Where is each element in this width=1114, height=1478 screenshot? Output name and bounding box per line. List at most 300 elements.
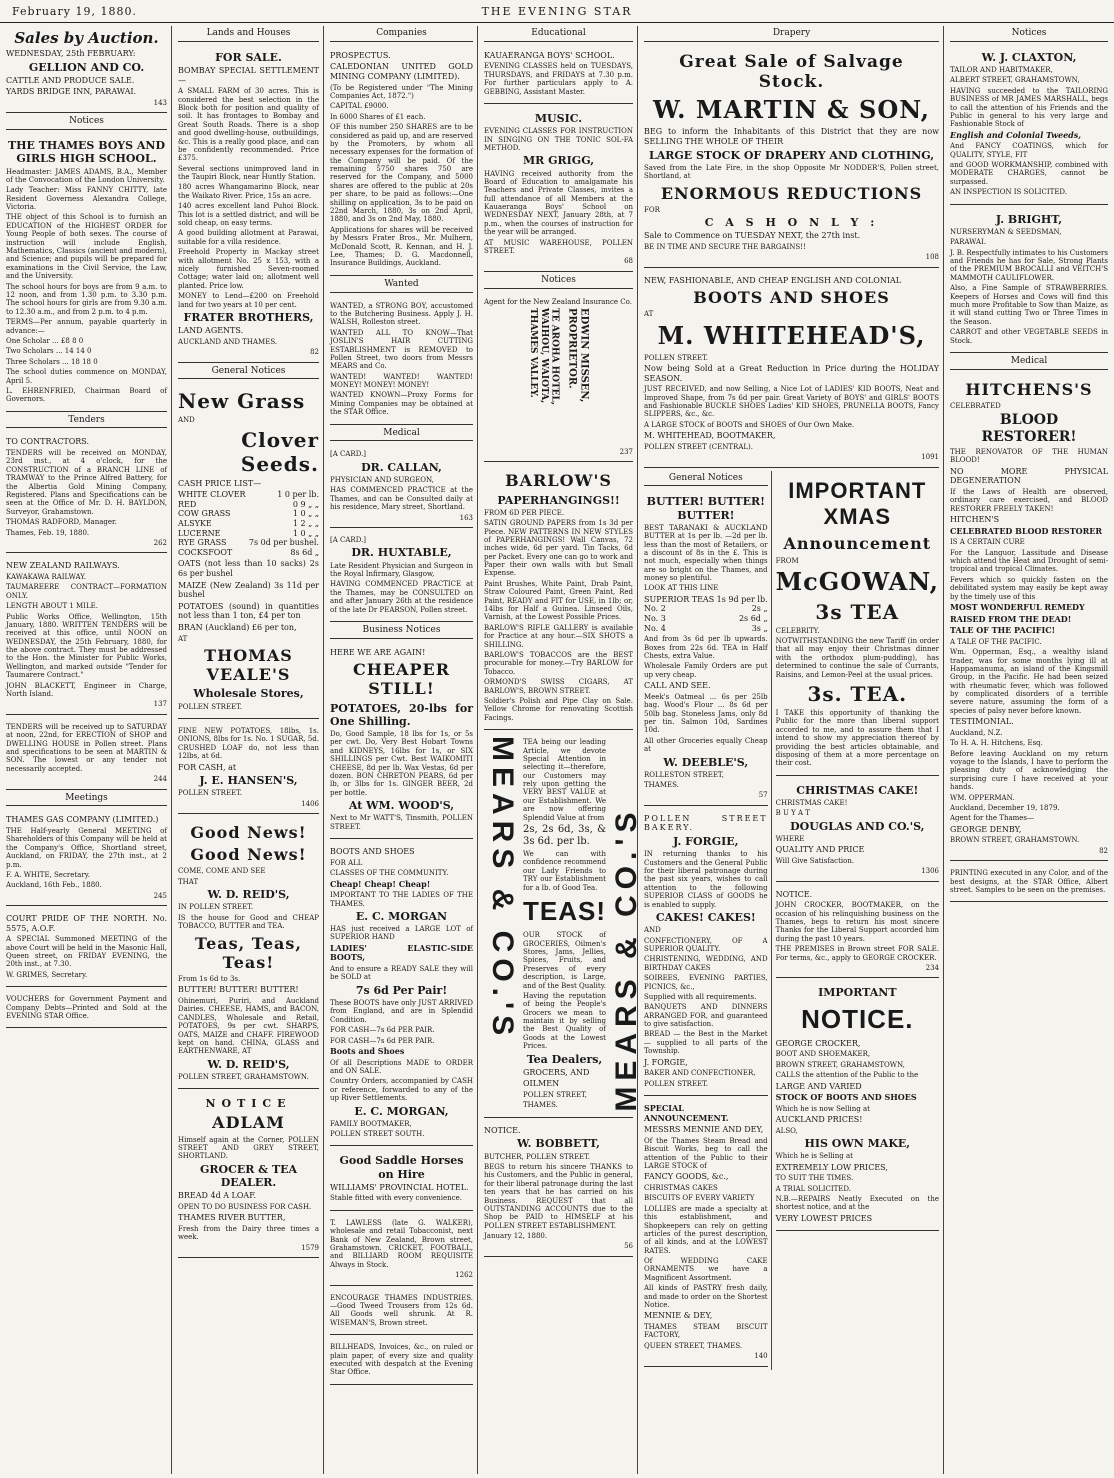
bran-price: BRAN (Auckland) £6 per ton, [178, 623, 297, 632]
deeble-ad [644, 490, 768, 806]
mennie-xmas: CHRISTMAS CAKES [644, 1183, 718, 1192]
ad-number: 82 [1099, 846, 1108, 855]
martin-stock: LARGE STOCK OF DRAPERY AND CLOTHING, [648, 148, 935, 162]
price-item-value: 2s „ [751, 604, 768, 614]
claxton-workmanship: and GOOD WORKMANSHIP, combined with MODERATE CHARGES, cannot be surpassed. [950, 161, 1108, 186]
land-allotment: A good building allotment at Parawai, suitable for a villa residence. [178, 229, 319, 246]
section-header: Drapery [644, 28, 939, 42]
crocker-low: EXTREMELY LOW PRICES, [775, 1162, 888, 1172]
forgie-body: IN returning thanks to his Customers and the General Public for their liberal patronage during the past six years, wishes to call attention to the following SUPERIOR CLASS of GOODS he is enabled to supply. [644, 850, 768, 909]
potatoes-price: POTATOES (sound) in quantities not less than 1 ton, £4 per ton [178, 601, 319, 621]
forgie2-loc: POLLEN STREET. [644, 1079, 709, 1088]
rail-title: NEW ZEALAND RAILWAYS. [6, 561, 120, 571]
court-ad [6, 909, 167, 987]
at-label: AT [178, 634, 188, 643]
wh-head: NEW, FASHIONABLE, AND CHEAP ENGLISH AND COLONIAL [644, 275, 902, 285]
mcgowan-body: NOTWITHSTANDING the new Tariff (in order that all may enjoy their Christmas dinner with the orthodox plum-pudding), has determined to continue the sale of Currants, Raisins, and Lemon-Peel at the usual prices. [775, 637, 939, 679]
crocker-loc: BROWN STREET, GRAHAMSTOWN, [775, 1060, 905, 1069]
morgan-elastic-body: And to ensure a READY SALE they will be SOLD at [330, 965, 473, 982]
claxton-sub: TAILOR AND HABITMAKER, [950, 65, 1053, 74]
forgie-soirees: SOIREES, EVENING PARTIES, PICNICS, &c., [644, 974, 768, 991]
mcgowan-tea-body: I TAKE this opportunity of thanking the Public for the more than liberal support accorded to me, and to assure them that I intend to show my appreciation thereof by providing the best articles obtainable, and disposing of them at a more percentage on their cost. [775, 709, 939, 768]
morgan-for: FOR ALL [330, 858, 363, 867]
reid-body: IS the house for Good and CHEAP TOBACCO, BUTTER and TEA. [178, 913, 319, 931]
wood-here: HERE WE ARE AGAIN! [330, 647, 426, 657]
issue-date: February 19, 1880. [12, 5, 137, 18]
school-headmaster: Headmaster: JAMES ADAMS, B.A., Member of the Convocation of the London University. [6, 167, 167, 184]
bobbett-body: BEGS to return his sincere THANKS to his Customers, and the Public in general, for their liberal patronage during the last ten years that he has carried on his Business. REQUEST that all OUTSTANDING ACCOUNTS due to the Shop be PAID to HIMSELF at his POLLEN STREET ESTABLISHMENT. [484, 1162, 633, 1230]
deeble-name: W. DEEBLE'S, [663, 755, 749, 769]
land-sections: Several sections unimproved land in the Taupiri Block, near Huntly Station. [178, 164, 319, 182]
callan-ad [330, 445, 473, 528]
williams-ad [330, 1149, 473, 1210]
mennie-biscuits: BISCUITS OF EVERY VARIETY [644, 1194, 755, 1203]
crocker-also: ALSO, [775, 1126, 798, 1135]
wood-cheaper: CHEAPER STILL! [353, 660, 450, 699]
crocker-sub: BOOT AND SHOEMAKER, [775, 1050, 871, 1059]
hansen-name: J. E. HANSEN'S, [199, 774, 298, 788]
ad-number: 237 [619, 447, 633, 456]
bright-ad [950, 208, 1108, 353]
deeble-oatmeal: Meek's Oatmeal ... 6s per 25lb bag. Wood's Flour ... 8s 6d per 50lb bag. Stoneless Jams, only 8d per tin. Salmon 10d, Sardines 10d. [644, 692, 768, 735]
price-item-value: 1 0 „ „ [292, 509, 319, 519]
forgie-cakes: CAKES! CAKES! [655, 910, 756, 924]
price-row [178, 538, 319, 548]
ad-number: 262 [153, 538, 167, 547]
auction-ad [6, 26, 167, 113]
school-body: THE object of this School is to furnish an EDUCATION of the HIGHEST ORDER for Young People of both sexes. The course of instruction will include English, Mathematics, Classics (ancient and modern), and Science; and pupils will be prepared for examinations in the Civil Service, the Law, and the University. [6, 213, 167, 281]
forgie-confectionery: CONFECTIONERY, OF A SUPERIOR QUALITY. [644, 936, 768, 953]
testimonial-date: Auckland, December 19, 1879. [950, 803, 1060, 812]
column-5 [640, 26, 944, 1474]
grigg-sign: AT MUSIC WAREHOUSE, POLLEN STREET. [484, 238, 633, 256]
forgie-and: AND [644, 926, 661, 935]
morgan2-sub: FAMILY BOOTMAKER, [330, 1119, 412, 1128]
callan-body: HAS COMMENCED PRACTICE at the Thames, and can be Consulted daily at his residence, Mary street, Shortland. [330, 486, 473, 512]
price-item-value: 3s „ [751, 623, 768, 633]
section-header: Medical [950, 356, 1108, 370]
col5-left [644, 471, 772, 1370]
forgie-bakery: POLLEN STREET BAKERY. [644, 813, 768, 833]
douglas-xmas: CHRISTMAS CAKE! [796, 783, 919, 797]
ad-number: 1406 [301, 799, 319, 808]
hitchens-tale2: A TALE OF THE PACIFIC. [950, 637, 1042, 646]
testimonial-to: To H. A. H. Hitchens, Esq. [950, 739, 1043, 748]
reid-name: W. D. REID'S, [207, 888, 290, 902]
reid-loc: IN POLLEN STREET. [178, 903, 254, 912]
maize-price: MAIZE (New Zealand) 3s 11d per bushel [178, 580, 319, 600]
land-money: MONEY to Lend—£200 on Freehold land for two years at 10 per cent. [178, 292, 319, 309]
wiseman-body: ENCOURAGE THAMES INDUSTRIES.—Good Tweed Trousers from 12s 6d. All Goods well shrunk. At R. WISEMAN'S, Brown street. [330, 1293, 473, 1327]
frater-sub: LAND AGENTS. [178, 326, 244, 336]
col5-split [644, 471, 939, 1370]
crocker-name: GEORGE CROCKER, [775, 1038, 861, 1048]
price-item-name: No. 4 [644, 623, 666, 633]
section-header: General Notices [178, 366, 319, 380]
section-header: Companies [330, 28, 473, 42]
mears-thames: THAMES. [523, 1101, 558, 1110]
ad-number: 1091 [921, 453, 939, 462]
aroha-missen: EDWIN MISSEN, PROPRIETOR. [566, 307, 590, 403]
ad-number: 245 [153, 891, 167, 900]
ad-number: 57 [758, 791, 768, 800]
wanted-1: WANTED, a STRONG BOY, accustomed to the Butchering Business. Apply J. H. WALSH, Rolleston street. [330, 301, 473, 327]
good-news-1: Good News! [190, 823, 307, 843]
hitchens-testimonial: TESTIMONIAL. [950, 717, 1014, 727]
mennie2-name: MENNIE & DEY, [644, 1311, 713, 1321]
crocker-trial: A TRIAL SOLICITED. [775, 1184, 851, 1193]
adlam-body: Himself again at the Corner, POLLEN STREET AND GREY STREET, SHORTLAND. [178, 1135, 319, 1161]
mennie-wedding: Of WEDDING CAKE ORNAMENTS we have a Magnificent Assortment. [644, 1257, 768, 1282]
auction-firm: GELLION AND CO. [28, 60, 145, 74]
kau-title: KAUAERANGA BOYS' SCHOOL. [484, 50, 615, 60]
hitchens-ad [950, 374, 1108, 861]
company-registered: (To be Registered under "The Mining Companies Act, 1872.") [330, 83, 473, 100]
wh-boots: BOOTS AND SHOES [693, 288, 890, 308]
mears-grocery: OUR STOCK of GROCERIES, Oilmen's Stores, Jams, Jellies, Spices, Fruits, and Preserves of every description, is Large, and of the Best Quality. [523, 931, 606, 990]
hitchens-nomore-body: If the Laws of Health are observed, ordinary care exercised, and BLOOD RESTORER FREELY TAKEN! [950, 487, 1108, 513]
bobbett-sub: BUTCHER, POLLEN STREET. [484, 1152, 591, 1161]
bright-strawberry: Also, a Fine Sample of STRAWBERRIES. Keepers of Horses and Cows will find this much more Profitable to Sow than Maize, as it will stand cutting Two or Three Times in the Season. [950, 284, 1108, 326]
price-item-name: COW GRASS [178, 509, 231, 519]
huxtable-ad [330, 531, 473, 622]
mcgowan-ad [776, 471, 939, 776]
claxton-inspection: AN INSPECTION IS SOLICITED. [950, 188, 1068, 197]
price-item-name: No. 2 [644, 604, 666, 614]
mcgowan-from: FROM [775, 556, 799, 565]
deeble-look: LOOK AT THIS LINE [644, 584, 719, 593]
price-item-name: RED [178, 499, 197, 509]
mears-vertical-right: MEARS & CO.'S [610, 806, 643, 1112]
price-item-name: WHITE CLOVER [178, 490, 246, 500]
price-row [178, 519, 319, 529]
ad-number: 56 [624, 1242, 633, 1251]
section-header: Lands and Houses [178, 28, 319, 42]
rail-contract: TAUMAREERE CONTRACT—FORMATION ONLY. [6, 583, 167, 600]
section-header: Meetings [6, 793, 167, 807]
douglas-ad [776, 779, 939, 882]
morgan-cheap: Cheap! Cheap! Cheap! [330, 878, 431, 889]
veale-name: THOMAS VEALE'S [204, 645, 293, 685]
col5-right [776, 471, 939, 1370]
wh-at: AT [644, 310, 654, 319]
martin-ad [644, 46, 939, 268]
aroha-hotel: TE AROHA HOTEL, WAIHOU, WAIOTA, THAMES VALLEY. [528, 307, 560, 405]
forgie-name: J. FORGIE, [673, 835, 739, 849]
vouchers-body: VOUCHERS for Government Payment and Company Debts—Printed and Sold at the EVENING STAR Office. [6, 995, 167, 1020]
deeble-tea-list [644, 595, 768, 633]
music-title: MUSIC. [534, 111, 583, 125]
barlow-cigars: ORMOND'S SWISS CIGARS, AT BARLOW'S, BROWN STREET. [484, 678, 633, 695]
seeds-title-2: Clover Seeds. [240, 427, 319, 476]
price-item-value: 2s 6d „ [738, 614, 768, 624]
deeble-butter-body: BEST TARANAKI & AUCKLAND BUTTER at 1s per lb. —2d per lb. less than the most of Retailers, or a discount of 8s in the £. This is not much, especially when things are so bright on the Thames, and money so plentiful. [644, 523, 768, 583]
mears-tea-body: TEA being our leading Article, we devote Special Attention in selecting it—therefore, our Customers may rely upon getting the VERY BEST VALUE at our Establishment. We are now offering Splendid Value at from [523, 738, 606, 822]
wh-loc: POLLEN STREET. [644, 353, 709, 362]
mennie-fancy: FANCY GOODS, &c., [644, 1172, 729, 1182]
crocker-ad [776, 981, 939, 1231]
hansen-ad [178, 722, 319, 814]
price-row [644, 614, 768, 624]
section-header: Business Notices [330, 625, 473, 639]
mcgowan-celebrity: CELEBRITY. [775, 626, 820, 635]
martin-salvage: Great Sale of Salvage Stock. [679, 51, 904, 93]
adlam-bread: BREAD 4d A LOAF. [178, 1191, 257, 1201]
oats-price: OATS (not less than 10 sacks) 2s 6s per bushel [178, 559, 319, 579]
aroha-rotated-block [484, 308, 633, 448]
ad-number: 244 [153, 775, 167, 784]
barlow-gallery: BARLOW'S RIFLE GALLERY is available for Practice at any hour.—SIX SHOTS a SHILLING. [484, 623, 633, 649]
bobbett-notice: NOTICE. [484, 1125, 521, 1135]
wh-name: M. WHITEHEAD'S, [657, 320, 926, 350]
music-body: EVENING CLASSES FOR INSTRUCTION IN SINGING ON THE TONIC SOL-FA METHOD. [484, 127, 633, 152]
deeble-boxes: And from 3s 6d per lb upwards. Boxes from 22s 6d. TEA in Half Chests, extra Value. [644, 635, 768, 660]
price-item-name: LUCERNE [178, 528, 221, 538]
martin-betime: BE IN TIME AND SECURE THE BARGAINS!! [644, 242, 806, 251]
mennie-factory-loc: QUEEN STREET, THAMES. [644, 1341, 743, 1350]
price-row [644, 595, 768, 605]
section-header: Wanted [330, 279, 473, 293]
seeds-title-1: New Grass [178, 389, 306, 414]
forgie-supplied: Supplied with all requirements. [644, 992, 757, 1001]
price-row [178, 490, 319, 500]
williams-name: WILLIAMS' PROVINCIAL HOTEL. [330, 1182, 469, 1192]
reid-that: THAT [178, 877, 199, 886]
price-row [178, 500, 319, 510]
land-puhoi: 140 acres excellent land Puhoi Block. This lot is a settled district, and will be sold cheap, on easy terms. [178, 202, 319, 228]
morgan-cash-1: FOR CASH—7s 6d PER PAIR. [330, 1026, 435, 1035]
tender2-body: TENDERS will be received up to SATURDAY at noon, 22nd, for ERECTION of SHOP and DWELLING HOUSE in Pollen street. Plans and specifications to be seen at MARTIN & SON. The lowest or any tender not necessarily accepted. [6, 722, 167, 773]
mears-dealers: Tea Dealers, [526, 1052, 603, 1066]
land-ad [178, 46, 319, 363]
testimonial-loc: Auckland, N.Z. [950, 728, 1003, 737]
land-bombay: BOMBAY SPECIAL SETTLEMENT— [178, 65, 319, 85]
reid-come: COME, COME AND SEE [178, 867, 266, 876]
wanted-2b: WANTED! WANTED! WANTED! MONEY! MONEY! MONEY! [330, 372, 473, 390]
morgan-boots2: Boots and Shoes [330, 1045, 405, 1056]
hitchens-opperman: Wm. Opperman, Esq., a wealthy island trader, was for some months lying ill at Happamanuma, an island of the Kingsmill Group, in the Pacific. He had been seized with rheumatic fever, which was followed by complicated disorders of a terrible severe nature, assuming the form of a species of palsy never before known. [950, 648, 1108, 715]
huxtable-body: HAVING COMMENCED PRACTICE at the Thames, may be CONSULTED on and after January 26th at the residence of the late Dr PEARSON, Pollen street. [330, 580, 473, 614]
hitchens-raised: RAISED FROM THE DEAD! [950, 613, 1072, 624]
music-ad [484, 107, 633, 272]
bright-body: J. B. Respectfully intimates to his Customers and Friends he has for Sale, Strong Plants of the PREMIUM BROCALLI and VEITCH'S MAMMOTH CAULIFLOWER. [950, 248, 1108, 282]
claxton-loc: ALBERT STREET, GRAHAMSTOWN, [950, 76, 1080, 85]
price-item-name: SUPERIOR TEAS [644, 594, 715, 604]
crocker-auckland: AUCKLAND PRICES! [775, 1115, 863, 1125]
crocker-calls: CALLS the attention of the Public to the [775, 1071, 919, 1080]
column-1 [2, 26, 172, 1474]
gas-date: Auckland, 16th Feb., 1880. [6, 881, 102, 890]
martin-body: BEG to inform the Inhabitants of this District that they are now SELLING THE WHOLE OF THEIR [644, 127, 939, 146]
column-3 [326, 26, 478, 1474]
company-shares: In 6000 Shares of £1 each. [330, 112, 426, 121]
reid-teas: Teas, Teas, Teas! [195, 933, 302, 972]
adlam-fresh: Fresh from the Dairy three times a week. [178, 1224, 319, 1242]
price-row [178, 548, 319, 558]
ad-number: 1262 [455, 1271, 473, 1280]
school-terms: TERMS—Per annum, payable quarterly in advance:— [6, 318, 167, 335]
ad-number: 140 [754, 1352, 768, 1361]
crocker-selling: Which he is now Selling at [775, 1104, 870, 1113]
mennie-ad [644, 1099, 768, 1367]
school-title: THE THAMES BOYS AND GIRLS HIGH SCHOOL. [7, 139, 166, 166]
barlow-body: SATIN GROUND PAPERS from 1s 3d per Piece. NEW PATTERNS IN NEW STYLES of PAPERHANGINGS! Wall Canvas, 72 inches wide, 6d per yard. Tin Tacks, 6d per Packet. Every one can go to work and Paper their own walls with but Small Expense. [484, 519, 633, 578]
martin-cash-only: C A S H O N L Y : [704, 216, 879, 230]
wood-potatoes: POTATOES, 20-lbs for One Shilling. [330, 701, 473, 728]
price-row [644, 604, 768, 614]
crocker-notice: NOTICE. [775, 889, 813, 899]
adlam-notice: NOTICE [205, 1097, 292, 1111]
claxton-coatings: And FANCY COATINGS, which for QUALITY, STYLE, FIT [950, 142, 1108, 159]
mennie-pastry: All kinds of PASTRY fresh daily, and made to order on the Shortest Notice. [644, 1284, 768, 1310]
forgie-banquets: BANQUETS AND DINNERS ARRANGED FOR, and guaranteed to give satisfaction. [644, 1003, 768, 1029]
ad-number: 1306 [921, 867, 939, 876]
wanted-3: WANTED KNOWN—Proxy Forms for Mining Companies may be obtained at the STAR Office. [330, 391, 473, 417]
barlow-tobacco: BARLOW'S TOBACCOS are the BEST procurable for money.—Try BARLOW for Tobacco. [484, 651, 633, 676]
land-whanga: 180 acres Whangamarino Block, near the Waikato River. Price, 15s an acre. [178, 183, 319, 200]
price-item-value: 8s 6d „ [290, 547, 319, 557]
hansen-body: FINE NEW POTATOES, 18lbs, 1s. ONIONS, 8lbs for 1s. No. 1 SUGAR, 5d. CRUSHED LOAF do, not less than 12lbs, at 6d. [178, 726, 319, 761]
billheads-ad [330, 1338, 473, 1385]
claxton-ad [950, 46, 1108, 205]
morgan-note: These BOOTS have only JUST ARRIVED from England, and are in Splendid Condition. [330, 999, 473, 1024]
aroha-ad [484, 293, 633, 463]
wh-body: JUST RECEIVED, and now Selling, a Nice Lot of LADIES' KID BOOTS, Neat and Improved Shape, from 7s 6d per pair. Great Variety of BOYS' and GIRLS' BOOTS and Fashionable BUCKLE SHOES Ladies' KID SHOES, PRUNELLA BOOTS, Fancy SLIPPERS, &c., &c. [644, 385, 939, 419]
school-open: The school duties commence on MONDAY, April 5. [6, 368, 167, 385]
mcgowan-tea3s2: 3s. TEA. [807, 682, 908, 707]
section-header: General Notices [644, 473, 768, 487]
gas-sign: F. A. WHITE, Secretary. [6, 870, 90, 879]
morgan2-loc: POLLEN STREET SOUTH. [330, 1130, 425, 1139]
testimonial-body: Before leaving Auckland on my return voyage to the Islands, I have to perform the pleasing duty of acknowledging the surprising cure I have received at your hands. [950, 749, 1108, 792]
barlow-name: BARLOW'S [505, 471, 612, 491]
reid2-name: W. D. REID'S, [207, 1057, 290, 1071]
seeds-and: AND [178, 416, 195, 425]
martin-enormous: ENORMOUS REDUCTIONS [660, 183, 923, 203]
douglas-satisfy: Will Give Satisfaction. [775, 856, 855, 865]
crocker-body: JOHN CROCKER, BOOTMAKER, on the occasion of his relinquishing business on the Thames, begs to return his most sincere Thanks for the Liberal Support accorded him during the past 10 years. [775, 901, 939, 943]
bright-carrot: CARROT and other VEGETABLE SEEDS in Stock. [950, 328, 1108, 345]
bobbett-date: January 12, 1880. [484, 1232, 548, 1241]
huxtable-sub: Late Resident Physician and Surgeon in the Royal Infirmary, Glasgow, [330, 561, 473, 578]
price-item-name: ALSYKE [178, 519, 212, 529]
column-6 [946, 26, 1112, 1474]
printing-body: PRINTING executed in any Color, and of the best designs, at the STAR Office, Albert street. Samples to be seen on the premises. [950, 869, 1108, 894]
newspaper-title: THE EVENING STAR [481, 5, 633, 18]
reid-teas-from: From 1s 6d to 3s. [178, 974, 241, 983]
morgan-pair: 7s 6d Per Pair! [355, 983, 448, 997]
mears-teas: TEAS! [523, 895, 606, 926]
land-farm: A SMALL FARM of 30 acres. This is considered the best selection in the Block both for position and quality of soil. It has frontages to Bombay and Great South Roads. There is a shop and good dwelling-house, outbuildings, &c. This is a really good place, and can be confidently recommended. Price £375. [178, 87, 319, 163]
company-name: CALEDONIAN UNITED GOLD MINING COMPANY (LIMITED). [330, 62, 473, 81]
morgan-classes: CLASSES OF THE COMMUNITY. [330, 869, 449, 878]
wood-items: Do, Good Sample, 18 lbs for 1s, or 5s per cwt. Do, Very Best Hobart Towns and KIDNEYS, 16lbs for 1s, or SIX SHILLINGS per Cwt. Best WAIKOMITI CHEESE, 8d per lb. Wax Vestas, 6d per dozen. BON CHRETON PEARS, 6d per lb, or 3lbs for 1s. GINGER BEER, 2d per bottle. [330, 730, 473, 797]
section-header: Notices [950, 28, 1108, 42]
ad-number: 234 [925, 964, 939, 973]
price-item-value: 1 0 per lb. [277, 490, 319, 500]
section-header: Medical [330, 428, 473, 442]
deeble-butter: BUTTER! BUTTER! BUTTER! [646, 495, 765, 522]
hitchens2-name: HITCHEN'S [950, 515, 1000, 525]
section-header: Tenders [6, 415, 167, 429]
billheads-body: BILLHEADS, Invoices, &c., on ruled or plain paper, of every size and quality executed with despatch at the Evening Star Office. [330, 1343, 473, 1377]
barlow-from: FROM 6D PER PIECE. [484, 508, 565, 517]
morgan-boots2-body: Of all Descriptions MADE to ORDER and ON SALE. [330, 1058, 473, 1075]
wh-addr2: POLLEN STREET (CENTRAL). [644, 442, 753, 451]
forgie2-sub: BAKER AND CONFECTIONER, [644, 1069, 756, 1078]
tender-body: TENDERS will be received on MONDAY, 23rd inst., at 4 o'clock, for the CONSTRUCTION of a BRANCH LINE of TRAMWAY to the Prince Alfred Battery, for the Albertia Gold Mining Company, Registered. Plans and Specifications can be seen at the Office of Mr. D. H. BAYLDON, Surveyor, Grahamstown. [6, 449, 167, 516]
price-item-value: 1 0 „ „ [292, 528, 319, 538]
seeds-ad [178, 383, 319, 719]
rail-sign: JOHN BLACKETT, Engineer in Charge, North Island. [6, 681, 167, 699]
ad-number: 1579 [301, 1243, 319, 1252]
wh-reduction: Now being Sold at a Great Reduction in Price during the HOLIDAY SEASON. [644, 364, 939, 383]
terms-row: Three Scholars ... 18 18 0 [6, 357, 98, 366]
court-body: A SPECIAL Summoned MEETING of the above Court will be held in the Masonic Hall, Queen street, on FRIDAY EVENING, the 20th inst., at 7.30. [6, 935, 167, 969]
school-ad [6, 134, 167, 412]
school-lady-teacher: Lady Teacher: Miss FANNY CHITTY, late Resident Governess Alexandra College, Victoria. [6, 186, 167, 212]
crocker-premises: THE PREMISES in Brown street FOR SALE. For terms, &c., apply to GEORGE CROCKER. [775, 945, 939, 962]
douglas-buy: B U Y A T [775, 809, 810, 818]
school-hours: The school hours for boys are from 9 a.m. to 12 noon, and from 1.30 p.m. to 3.30 p.m. The school hours for girls are from 9.30 a.m. to 12.30 a.m., and from 2 p.m. to 4 p.m. [6, 282, 167, 316]
rail-length: LENGTH ABOUT 1 MILE. [6, 602, 98, 611]
ad-number: 163 [459, 513, 473, 522]
court-sign: W. GRIMES, Secretary. [6, 970, 88, 979]
card-label: [A CARD.] [330, 450, 367, 459]
adlam-open: OPEN TO DO BUSINESS FOR CASH. [178, 1202, 312, 1211]
reid-items: Ohinemuri, Puriri, and Auckland Dairies. CHEESE, HAMS, and BACON, CANDLES, Wholesale and Retail, POTATOES, 9s per cwt. SHARPS, OATS, MAIZE and CHAFF. FIREWOOD kept on hand. CHINA, GLASS and EARTHENWARE, AT [178, 996, 319, 1056]
claxton-tweeds: English and Colonial Tweeds, [950, 129, 1082, 140]
lawless-ad [330, 1214, 473, 1286]
bobbett-ad [484, 1121, 633, 1257]
auction-body: CATTLE AND PRODUCE SALE. [6, 75, 135, 85]
hansen-loc: POLLEN STREET. [178, 789, 243, 798]
seed-price-list [178, 490, 319, 557]
gas-title: THAMES GAS COMPANY (LIMITED.) [6, 815, 159, 825]
mears-pollen: POLLEN STREET, [523, 1091, 588, 1100]
section-header: Notices [484, 275, 633, 289]
crocker-own: HIS OWN MAKE, [804, 1137, 911, 1151]
huxtable-name: DR. HUXTABLE, [351, 546, 452, 560]
callan-name: DR. CALLAN, [361, 460, 442, 474]
gas-body: THE Half-yearly General MEETING of Shareholders of this Company will be held at the Company's Office, Shortland street, Auckland, on FRIDAY, the 27th inst., at 2 p.m. [6, 826, 167, 869]
column-4 [480, 26, 643, 1474]
martin-saved: Saved from the Late Fire, in the shop Opposite Mr NODDER'S, Pollen street, Shortland, at [644, 163, 939, 181]
court-title: COURT PRIDE OF THE NORTH. No. 5575, A.O.F. [6, 914, 167, 933]
douglas-where: WHERE [775, 834, 805, 843]
terms-row: One Scholar ... £8 8 0 [6, 336, 84, 345]
kau-body: EVENING CLASSES held on TUESDAYS, THURSDAYS, and FRIDAYS at 7.30 p.m. For further particulars apply to A. GEBBING, Assistant Master. [484, 62, 633, 96]
barlow-paper: PAPERHANGINGS!! [497, 493, 620, 507]
morgan-ad [330, 842, 473, 1146]
hitchens-fevers: Fevers which so quickly fasten on the debilitated system may easily be kept away by the timely use of this [950, 575, 1108, 601]
price-item-name: No. 3 [644, 614, 666, 624]
mears-grocers: GROCERS, AND [523, 1067, 590, 1077]
forgie-christening: CHRISTENING, WEDDING, AND BIRTHDAY CAKES [644, 955, 768, 972]
price-row [178, 529, 319, 539]
ad-number: 143 [153, 98, 167, 107]
veale-loc: POLLEN STREET. [178, 702, 243, 711]
barlow-polish: Soldier's Polish and Pipe Clay on Sale. Yellow Chrome for renovating Scottish Facings. [484, 696, 633, 722]
deeble-groceries: All other Groceries equally Cheap at [644, 736, 768, 754]
hansen-cash: FOR CASH, at [178, 762, 237, 772]
morgan-name: E. C. MORGAN [355, 909, 448, 923]
hitchens-celeb2: CELEBRATED BLOOD RESTORER [950, 525, 1103, 536]
ad-number: 68 [624, 257, 633, 266]
crocker-important: IMPORTANT [818, 986, 897, 1000]
printing-ad [950, 864, 1108, 902]
crocker-notice-ad [776, 885, 939, 979]
